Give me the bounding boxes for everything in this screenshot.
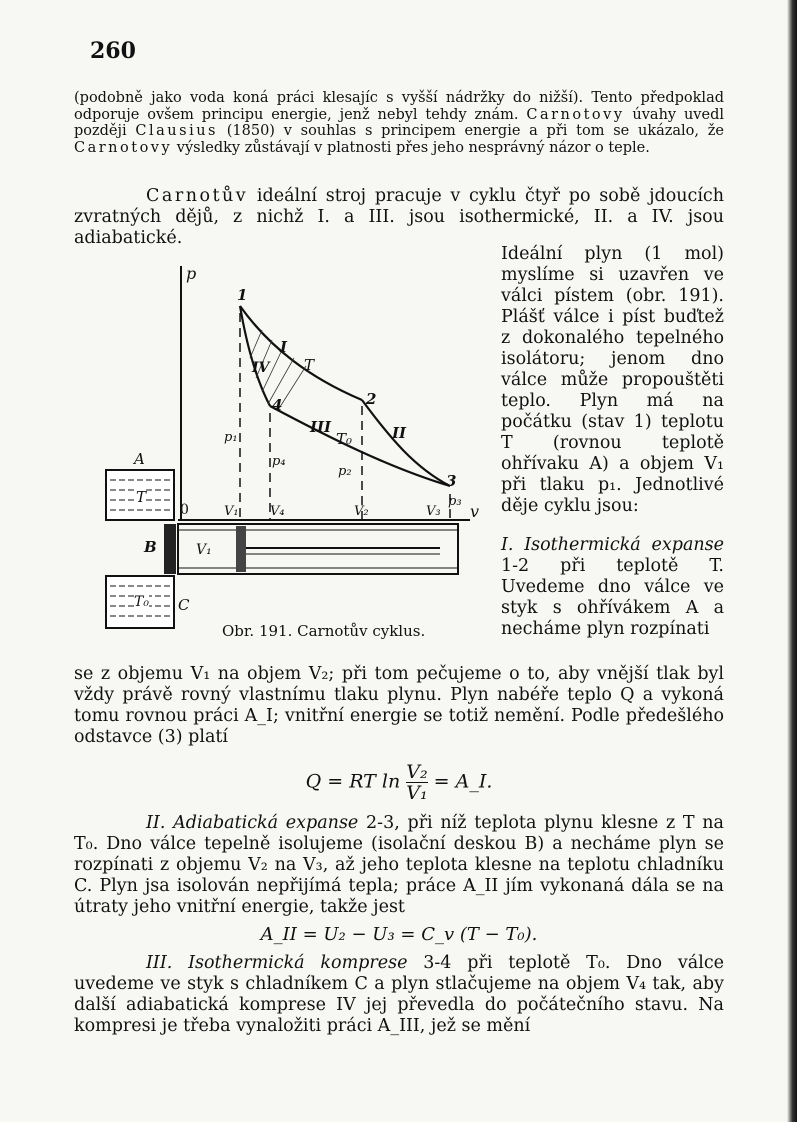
curve-adiabat-II bbox=[362, 400, 450, 486]
temp-label-T: T bbox=[304, 356, 315, 374]
carnot-figure bbox=[100, 258, 495, 633]
piston bbox=[236, 526, 246, 572]
volume-label-v2: V₂ bbox=[354, 504, 369, 519]
continuation-paragraph: se z objemu V₁ na objem V₂; při tom pečujeme o to, aby vnější tlak byl vždy právě rovný vlastnímu tlaku plynu. Plyn nabéře teplo Q a vykoná tomu rovnou práci A_I; vnitřní energie se totiž nemění. Podle předešlého odstavce (3) platí bbox=[74, 664, 724, 747]
intro-text: ideální stroj pracuje v cyklu čtyř po sobě jdoucích zvratných dějů, z nichž I. a III. jsou isothermické, II. a IV. jsou adiabatické. bbox=[74, 186, 724, 248]
footnote-text-d: výsledky zůstávají v platnosti přes jeho nesprávný názor o teple. bbox=[172, 139, 650, 156]
expansion-1-block bbox=[501, 535, 724, 640]
label-cylinder-V1: V₁ bbox=[196, 542, 212, 558]
label-cooler-C: C bbox=[178, 596, 190, 614]
eq1-right: = A_I. bbox=[433, 770, 493, 793]
label-heater-A: A bbox=[134, 450, 145, 468]
expansion-1-text: 1-2 při teplotě T. Uvedeme dno válce ve styk s ohřívákem A a necháme plyn rozpínati bbox=[501, 556, 724, 639]
curve-label-II: II bbox=[392, 424, 407, 442]
adiabatic-expansion-title: II. Adiabatická expanse bbox=[146, 813, 359, 833]
pressure-label-p2: p₂ bbox=[338, 464, 352, 479]
volume-label-v3: V₃ bbox=[426, 504, 441, 519]
page-edge-shadow bbox=[787, 0, 797, 1122]
expansion-1-title: I. Isothermická expanse bbox=[501, 535, 724, 555]
label-heater-T: T bbox=[136, 488, 147, 506]
equation-adiabatic-work: A_II = U₂ − U₃ = C_v (T − T₀). bbox=[260, 924, 538, 945]
point-2-label: 2 bbox=[366, 390, 377, 408]
footnote bbox=[74, 90, 724, 156]
adiabatic-expansion-text: 2-3, při níž teplota plynu klesne z T na T₀. Dno válce tepelně isolujeme (isolační deskou B) a necháme plyn se rozpínati z objemu V₂ na V₃, až jeho teplota klesne na teplotu chladníku C. Plyn jsa isolován nepřijímá tepla; práce A_II jím vykonaná dála se na útraty jeho vnitřní energie, takže jest bbox=[74, 813, 724, 917]
curve-isotherm-I bbox=[240, 306, 362, 400]
curve-isotherm-III bbox=[270, 406, 450, 486]
point-3-label: 3 bbox=[446, 472, 457, 490]
footnote-name-carnot-2: Carnotovy bbox=[74, 139, 173, 156]
isothermal-compression-title: III. Isothermická komprese bbox=[146, 953, 408, 973]
axis-label-p: p bbox=[186, 264, 197, 283]
footnote-name-clausius: Clausius bbox=[135, 123, 218, 139]
pressure-label-p3: p₃ bbox=[448, 494, 462, 509]
equation-isothermal-work bbox=[74, 762, 724, 803]
carnot-diagram bbox=[100, 258, 495, 633]
curve-label-I: I bbox=[280, 338, 288, 356]
eq1-left: Q = RT ln bbox=[305, 770, 401, 793]
curve-label-IV: IV bbox=[252, 360, 270, 376]
footnote-text-b: úvahy uvedl později bbox=[74, 106, 724, 139]
volume-guides bbox=[240, 313, 450, 520]
temp-label-T0: T₀ bbox=[336, 430, 353, 448]
eq1-numerator: V₂ bbox=[406, 761, 428, 783]
cylinder-base-B bbox=[164, 524, 176, 574]
pressure-label-p4: p₄ bbox=[272, 454, 286, 469]
lower-text bbox=[74, 664, 724, 1037]
footnote-text-c: (1850) v souhlas s principem energie a při tom se ukázalo, že bbox=[217, 123, 724, 139]
page-number: 260 bbox=[90, 38, 136, 64]
eq1-fraction bbox=[406, 762, 427, 803]
right-column-paragraph: Ideální plyn (1 mol) myslíme si uzavřen ve válci pístem (obr. 191). Plášť válce i píst buďtež z dokonalého tepelného isolátoru; jenom dno válce může propouštěti teplo. Plyn má na počátku (stav 1) teplotu T (rovnou teplotě ohřívaku A) a objem V₁ při tlaku p₁. Jednotlivé děje cyklu jsou: bbox=[501, 244, 724, 516]
pressure-label-p1: p₁ bbox=[224, 430, 238, 445]
volume-label-v1: V₁ bbox=[224, 504, 239, 519]
right-column-text bbox=[501, 244, 724, 640]
label-insulator-B: B bbox=[144, 538, 157, 556]
footnote-text-a: (podobně jako voda koná práci klesajíc s vyšší nádržky do nižší). Tento předpoklad odporuje ovšem principu energie, jenž nebyl tehdy znám. bbox=[74, 90, 724, 123]
intro-paragraph bbox=[74, 186, 724, 249]
footnote-name-carnot: Carnotovy bbox=[526, 106, 625, 123]
axis-label-v: v bbox=[470, 502, 480, 521]
point-4-label: 4 bbox=[272, 396, 283, 414]
point-1-label: 1 bbox=[237, 286, 248, 304]
adiabatic-expansion-paragraph bbox=[74, 813, 724, 918]
origin-label: 0 bbox=[180, 502, 189, 518]
intro-spaced-name: Carnotův bbox=[146, 186, 249, 206]
volume-label-v4: V₄ bbox=[270, 504, 285, 519]
curve-label-III: III bbox=[310, 418, 332, 436]
isothermal-compression-paragraph bbox=[74, 953, 724, 1037]
eq1-denominator: V₁ bbox=[406, 782, 428, 804]
label-cooler-T0: T₀ bbox=[134, 594, 149, 610]
figure-caption: Obr. 191. Carnotův cyklus. bbox=[222, 622, 426, 640]
isothermal-compression-text: 3-4 při teplotě T₀. Dno válce uvedeme ve styk s chladníkem C a plyn stlačujeme na objem V₄ tak, aby další adiabatická komprese IV jej převedla do počátečního stavu. Na kompresi je třeba vynaložiti práci A_III, jež se mění bbox=[74, 953, 724, 1036]
